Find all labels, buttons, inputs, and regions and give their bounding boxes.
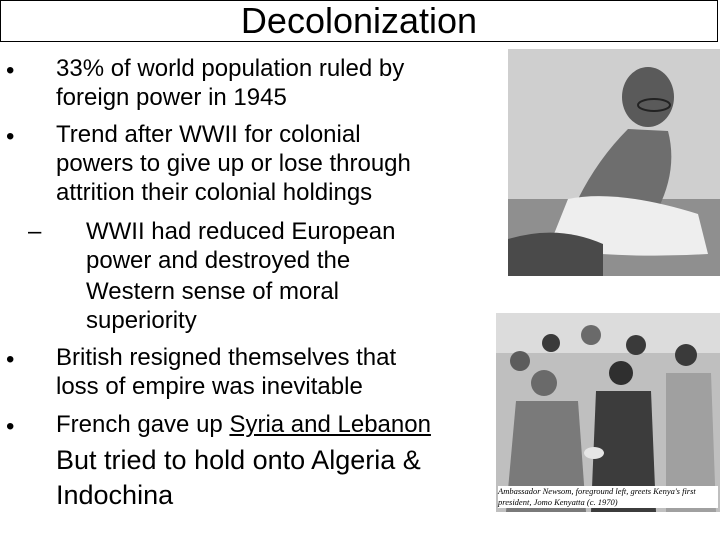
bullet-marker: • xyxy=(6,346,15,373)
handshake-illustration xyxy=(496,313,720,512)
bullet-2-line-1: Trend after WWII for colonial xyxy=(56,121,361,148)
sub-bullet-line-3: Western sense of moral xyxy=(86,278,339,305)
bullet-2-line-3: attrition their colonial holdings xyxy=(56,179,373,206)
continuation-line-2: Indochina xyxy=(56,480,174,510)
sub-bullet-line-4: superiority xyxy=(86,307,197,334)
slide-title: Decolonization xyxy=(240,0,478,41)
photo-caption: Ambassador Newsom, foreground left, greets Kenya's first president, Jomo Kenyatta (c. 1970) xyxy=(498,486,718,508)
title-bar xyxy=(0,0,718,42)
sub-bullet-line-1: WWII had reduced European xyxy=(86,218,396,245)
bullet-2-line-2: powers to give up or lose through xyxy=(56,150,411,177)
bullet-4-text: French gave up xyxy=(56,411,230,438)
handshake-photo xyxy=(496,313,720,512)
bullet-marker: • xyxy=(6,57,15,84)
seated-man-illustration xyxy=(508,49,720,276)
bullet-marker: • xyxy=(6,413,15,440)
continuation-line-1: But tried to hold onto Algeria & xyxy=(56,445,421,475)
bullet-3-line-1: British resigned themselves that xyxy=(56,344,397,371)
bullet-1-line-2: foreign power in 1945 xyxy=(56,84,287,111)
syria-lebanon-link[interactable]: Syria and Lebanon xyxy=(229,411,431,438)
bullet-4-line-1 xyxy=(56,410,431,439)
bullet-3-line-2: loss of empire was inevitable xyxy=(56,373,363,400)
sub-bullet-marker: – xyxy=(28,218,42,245)
sub-bullet-line-2: power and destroyed the xyxy=(86,247,351,274)
bullet-1-line-1: 33% of world population ruled by xyxy=(56,55,405,82)
seated-man-photo xyxy=(508,49,720,276)
bullet-marker: • xyxy=(6,123,15,150)
